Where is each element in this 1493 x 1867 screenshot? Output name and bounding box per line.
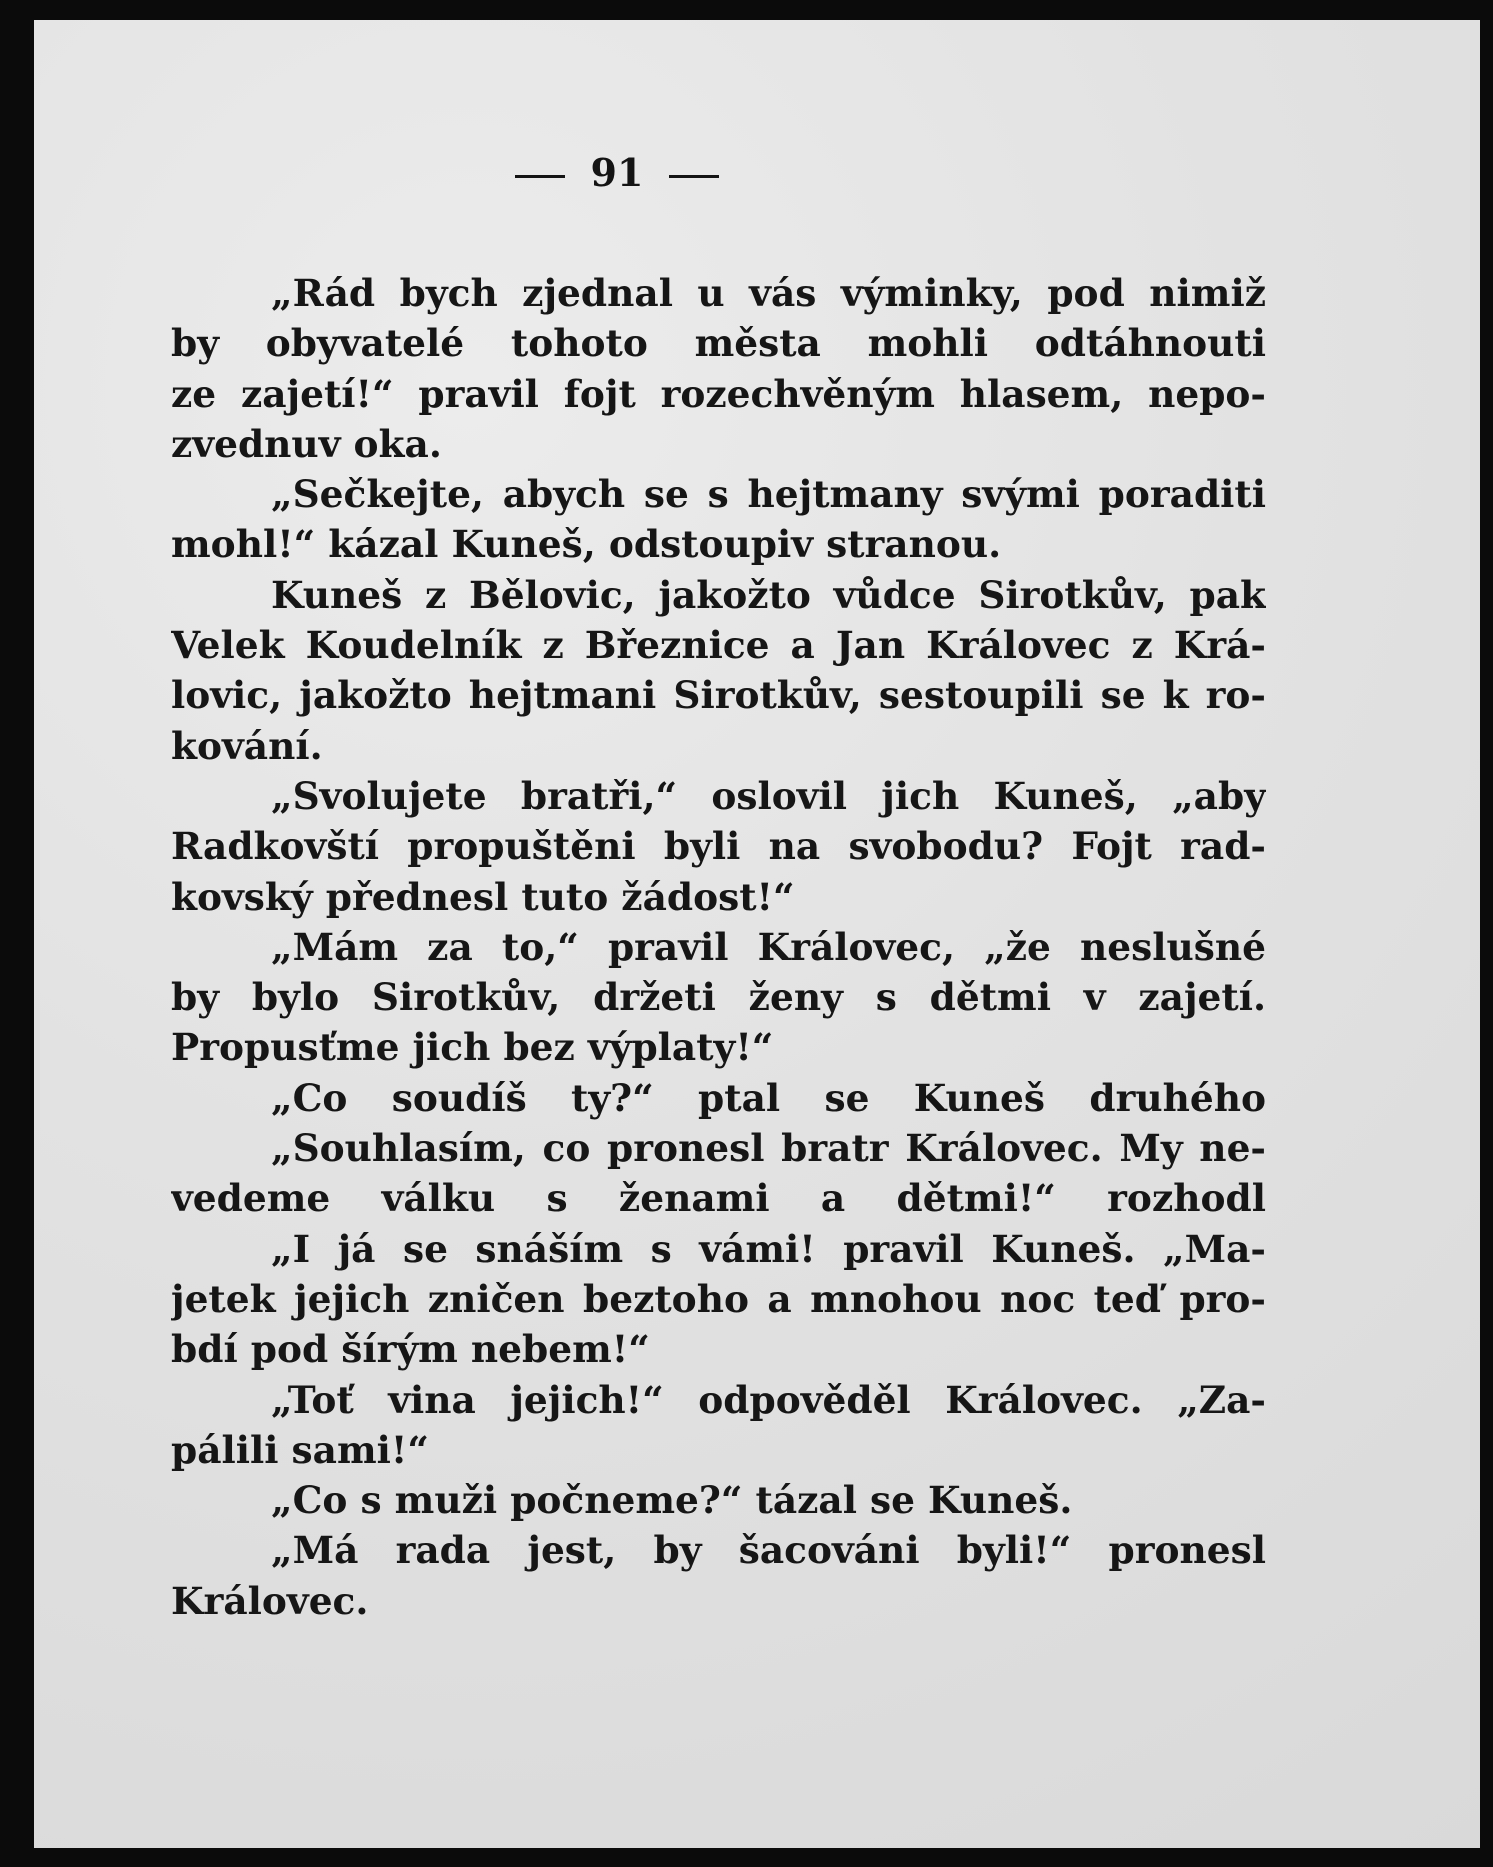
page-number: 91 <box>590 150 644 195</box>
text-line: ze zajetí!“ pravil fojt rozechvěným hlasem, nepo- <box>171 371 1266 416</box>
text-line: Radkovští propuštěni byli na svobodu? Fojt rad- <box>171 824 1266 869</box>
text-line: by bylo Sirotkův, držeti ženy s dětmi v zajetí. <box>171 975 1266 1020</box>
text-line: „Svolujete bratři,“ oslovil jich Kuneš, „aby <box>271 773 1266 818</box>
text-line: Královec. <box>171 1578 369 1623</box>
text-line: Kuneš z Bělovic, jakožto vůdce Sirotkův, pak <box>271 572 1266 617</box>
text-line: bdí pod šírým nebem!“ <box>171 1327 650 1372</box>
text-line: pálili sami!“ <box>171 1427 429 1472</box>
text-line: „Rád bych zjednal u vás výminky, pod nimiž <box>271 271 1266 315</box>
text-line: „Toť vina jejich!“ odpověděl Královec. „Za- <box>271 1377 1266 1422</box>
text-line: Velek Koudelník z Březnice a Jan Královec z Krá- <box>171 623 1266 668</box>
body-text <box>171 268 1266 1688</box>
text-line: kovský přednesl tuto žádost!“ <box>171 874 795 919</box>
text-line: „Co soudíš ty?“ ptal se Kuneš druhého <box>271 1075 1266 1120</box>
text-line: „Souhlasím, co pronesl bratr Královec. My ne- <box>271 1126 1266 1171</box>
text-line: lovic, jakožto hejtmani Sirotkův, sestoupili se k ro- <box>171 673 1266 718</box>
book-page <box>34 20 1480 1848</box>
text-line: „I já se snáším s vámi! pravil Kuneš. „Ma- <box>271 1226 1266 1271</box>
text-line: Propusťme jich bez výplaty!“ <box>171 1025 774 1070</box>
text-line: „Co s muži počneme?“ tázal se Kuneš. <box>271 1478 1073 1523</box>
header-dash-right <box>669 175 719 178</box>
text-line: „Mám za to,“ pravil Královec, „že neslušné <box>271 924 1266 969</box>
text-line: kování. <box>171 723 323 768</box>
text-line: „Má rada jest, by šacováni byli!“ pronesl <box>271 1528 1266 1573</box>
text-line: zvednuv oka. <box>171 421 442 466</box>
text-line: vedeme válku s ženami a dětmi!“ rozhodl <box>171 1176 1266 1221</box>
text-line: jetek jejich zničen beztoho a mnohou noc teď pro- <box>171 1276 1266 1321</box>
text-line: by obyvatelé tohoto města mohli odtáhnouti <box>171 321 1266 366</box>
header-dash-left <box>515 175 565 178</box>
text-line: „Sečkejte, abych se s hejtmany svými poraditi <box>271 472 1266 517</box>
page-number-header <box>0 150 1340 195</box>
text-line: mohl!“ kázal Kuneš, odstoupiv stranou. <box>171 522 1002 567</box>
